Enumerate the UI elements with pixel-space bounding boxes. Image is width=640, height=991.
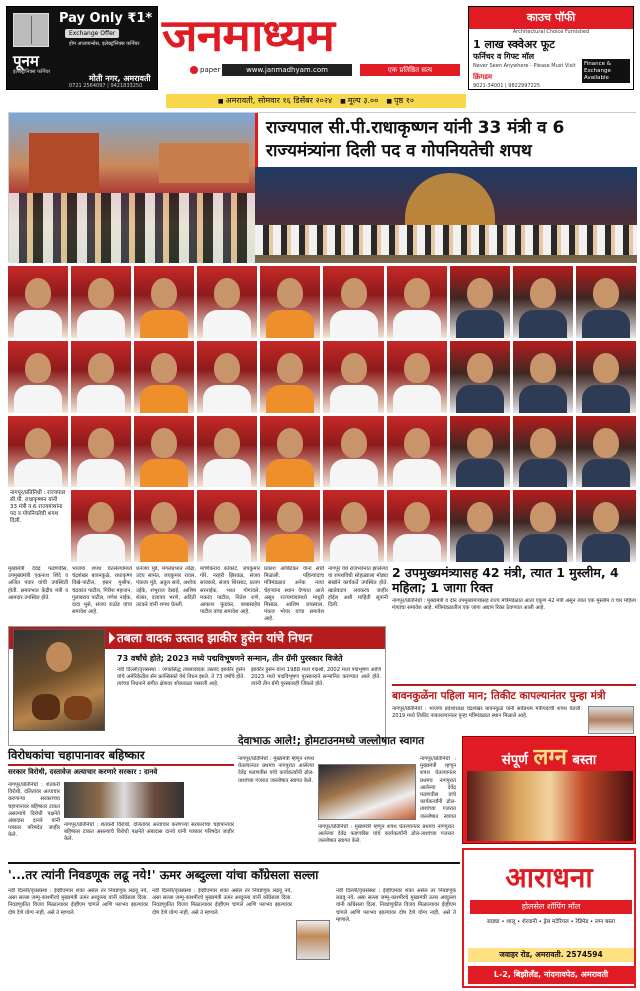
- minister-photo: [134, 490, 194, 562]
- lead-headline[interactable]: राज्यपाल सी.पी.राधाकृष्णन यांनी 33 मंत्री व 6 राज्यमंत्र्यांना दिली पद व गोपनियतेची शपथ: [255, 113, 637, 167]
- minister-photo: [387, 416, 447, 488]
- minister-photo: [450, 266, 510, 338]
- ad-middle-text: होम अप्लायन्सेस, इलेक्ट्रॉनिक्स फर्निचर: [69, 41, 140, 47]
- devabhau-body-cont: नागपूर/प्रतिनिधी : मुख्यमंत्री म्हणून शपथ घेतल्यानंतर प्रथमच नागपुरात आलेल्या देवेंद्र फडणवीस यांचे कार्यकर्त्यांनी ढोल-ताशांच्या गजरात जल्लोषात स्वागत केले.: [318, 824, 454, 845]
- bawankule-photo: [588, 706, 634, 734]
- website-link[interactable]: www.janmadhyam.com: [222, 64, 352, 76]
- ministers-count-headline[interactable]: 2 उपमुख्यमंत्र्यासह 42 मंत्री, त्यात 1 मुस्लीम, 4 महिला; 1 जागा रिक्त: [392, 565, 619, 595]
- ministers-count-body: नागपूर/प्रतिनिधी : मुख्यमंत्री व दोन उपमुख्यमंत्र्यांसह राज्य मंत्रिमंडळात आता एकूण 42 मंत्री असून त्यात एक मुस्लीम व चार महिला मंत्र्यांचा समावेश आहे. मंत्रिमंडळातील एक जागा अद्याप रिक्त ठेवण्यात आली आहे.: [392, 598, 636, 612]
- minister-photo: [8, 266, 68, 338]
- minister-photo: [134, 416, 194, 488]
- minister-photo: [450, 490, 510, 562]
- omar-abdullah-headline[interactable]: '...तर त्यांनी निवडणूक लढू नये!' ऊमर अब्दुल्ला यांचा काँग्रेसला सल्ला: [8, 862, 460, 884]
- ad-right-shop: क्रिंगडम: [473, 73, 493, 81]
- story-column-4: माणिकराव कोकाटे, जयकुमार गोरे, नरहरी झिरवळ, संजय सावकारे, संजय शिरसाट, प्रताप सरनाईक, भरत गोगावले, मकरंद पाटील, नितेश राणे, आकाश फुंडकर, बाबासाहेब पाटील यांचा समावेश आहे.: [200, 566, 260, 616]
- ad-exchange: Exchange Offer: [65, 29, 119, 38]
- tagline: एक प्रतिष्ठित सत्य: [360, 64, 460, 76]
- minister-photo: [71, 341, 131, 413]
- ad-couch-potato[interactable]: [468, 6, 634, 90]
- omar-body-2: नवी दिल्ली/वृत्तसंस्था : ईव्हीएमवर शंका असेल तर निवडणूक लढवू नये, असा सल्ला जम्मू-काश्मीरचे मुख्यमंत्री ऊमर अब्दुल्ला यांनी काँग्रेसला दिला. निवडणुकीत विजय मिळाल्यावर ईव्हीएम चांगले आणि पराभव झाल्यावर दोष देणे योग्य नाही, असे ते म्हणाले.: [152, 888, 292, 916]
- minister-photo: [450, 416, 510, 488]
- minister-photo: [71, 416, 131, 488]
- ad-brand-sub: इलेक्ट्रॉनिक्स फर्निचर: [13, 69, 51, 75]
- minister-photo: [260, 266, 320, 338]
- aradhana-address: जवाहर रोड, अमरावती. 2574594: [468, 948, 634, 962]
- hussain-photo: [13, 629, 105, 731]
- minister-photo: [576, 416, 636, 488]
- ad-right-title: काउच पॉफी: [469, 7, 633, 29]
- boycott-body-cont: नागपूर/प्रतिनिधी : शेतकरी विरोधी, दलितांवर अत्याचार करणाऱ्या सरकारच्या चहापानावर बहिष्कार टाकत असल्याचे विरोधी पक्षनेते अंबादास दानवे यांनी पत्रकार परिषदेत जाहीर केले.: [64, 822, 234, 843]
- ad-aradhana[interactable]: [462, 848, 636, 988]
- minister-photo: [197, 490, 257, 562]
- minister-photo: [260, 416, 320, 488]
- boycott-subhead: सरकार विरोधी, दस्तावेज अत्याचार करणारे सरकार : दानवे: [8, 768, 158, 776]
- minister-photo: [197, 266, 257, 338]
- lagna-photo: [467, 771, 633, 841]
- minister-photo: [513, 266, 573, 338]
- dateline-date: ■ अमरावती, सोमवार १६ डिसेंबर २०२४: [218, 94, 332, 108]
- devabhau-body-side: नागपूर/प्रतिनिधी : मुख्यमंत्री म्हणून शपथ घेतल्यानंतर प्रथमच नागपुरात आलेल्या देवेंद्र फडणवीस यांचे कार्यकर्त्यांनी ढोल-ताशांच्या गजरात जल्लोषात स्वागत: [420, 756, 456, 820]
- lead-story[interactable]: [8, 112, 636, 262]
- lagna-title: [463, 741, 635, 771]
- bawankule-headline[interactable]: बावनकुळेंना पहिला मान; तिकीट कापल्यानंतर पुन्हा मंत्री: [392, 684, 636, 704]
- minister-photo: [323, 416, 383, 488]
- minister-photo: [197, 416, 257, 488]
- lagna-prefix: संपूर्ण: [501, 752, 528, 768]
- hussain-headline[interactable]: तबला वादक उस्ताद झाकीर हुसेन यांचे निधन: [9, 627, 385, 649]
- omar-body-3: नवी दिल्ली/वृत्तसंस्था : ईव्हीएमवर शंका असेल तर निवडणूक लढवू नये, असा सल्ला जम्मू-काश्मीरचे मुख्यमंत्री ऊमर अब्दुल्ला यांनी काँग्रेसला दिला. निवडणुकीत विजय मिळाल्यावर ईव्हीएम चांगले आणि पराभव झाल्यावर दोष देणे योग्य नाही, असे ते म्हणाले.: [336, 888, 456, 923]
- epaper-label[interactable]: [190, 66, 220, 74]
- story-column-2: भाजपा शपथ घेतलेल्यांमध्ये चंद्रशेखर बावनकुळे, राधाकृष्ण विखे-पाटील, हसन मुश्रीफ, चंद्रकांत पाटील, गिरीश महाजन, गुलाबराव पाटील, गणेश नाईक, दादा भुसे, संजय राठोड यांचा समावेश आहे.: [72, 566, 132, 616]
- aradhana-l2: L-2, बिझीलँड, नांदगावपेठ, अमरावती: [468, 966, 634, 984]
- dateline-price: ■ मूल्य ३.००: [340, 94, 378, 108]
- devabhau-body: नागपूर/प्रतिनिधी : मुख्यमंत्री म्हणून शपथ घेतल्यानंतर प्रथमच नागपुरात आलेल्या देवेंद्र फडणवीस यांचे कार्यकर्त्यांनी ढोल-ताशांच्या गजरात जल्लोषात स्वागत केले.: [238, 756, 314, 784]
- minister-photo: [387, 341, 447, 413]
- minister-photo: [387, 266, 447, 338]
- ad-phone: 0721 2564097 | 9421833250: [69, 83, 143, 89]
- tabla-icon: [32, 694, 60, 720]
- ad-right-subtitle: Architectural Choice Furnished: [512, 29, 590, 35]
- minister-photo: [323, 341, 383, 413]
- minister-photo: [323, 490, 383, 562]
- minister-photo: [8, 416, 68, 488]
- minister-photo: [323, 266, 383, 338]
- story-column-6: नागपूर येथे राजभवनात झालेल्या या शपथविधी सोहळ्याला मोठ्या संख्येने कार्यकर्ते उपस्थित होते. खातेवाटप लवकरच जाहीर होईल अशी माहिती सूत्रांनी दिली.: [328, 566, 388, 609]
- grid-caption: नागपूर/प्रतिनिधी : राज्यपाल सी.पी. राधाकृष्णन यांनी 33 मंत्री व 6 राज्यमंत्र्यांना पद व गोपनियतेची शपथ दिली.: [8, 488, 68, 562]
- dateline: [166, 94, 466, 108]
- aradhana-sub: होलसेल शॉपिंग मॉल: [470, 900, 632, 914]
- ad-right-furniture: फर्निचर व गिफ्ट मॉल: [473, 52, 535, 61]
- boycott-headline[interactable]: विरोधकांचा चहापानावर बहिष्कार: [8, 748, 234, 766]
- epaper-text: paper: [200, 66, 221, 74]
- ad-right-area: 1 लाख स्क्वेअर फूट: [473, 38, 555, 51]
- minister-photo: [450, 341, 510, 413]
- boycott-body: नागपूर/प्रतिनिधी : शेतकरी विरोधी, दलितांवर अत्याचार करणाऱ्या सरकारच्या चहापानावर बहिष्कार टाकत असल्याचे विरोधी पक्षनेते अंबादास दानवे यांनी पत्रकार परिषदेत जाहीर केले.: [8, 782, 60, 839]
- aradhana-items: साड्या • शालू • शेरवानी • ड्रेस मटेरियल • रेडिमेड • लग्न बस्ता: [487, 919, 615, 925]
- minister-photo: [134, 341, 194, 413]
- minister-photo: [513, 490, 573, 562]
- lagna-suffix: बस्ता: [572, 752, 597, 768]
- newspaper-logo: जनमाध्यम: [162, 10, 334, 62]
- minister-photo: [260, 490, 320, 562]
- boycott-photo: [64, 782, 184, 818]
- minister-photo: [576, 490, 636, 562]
- story-column-1: मुख्यमंत्री देवेंद्र फडणवीस, उपमुख्यमंत्री एकनाथ शिंदे व अजित पवार यांची उपस्थिती होती. समारंभात केंद्रीय मंत्री व आमदार उपस्थित होते.: [8, 566, 68, 601]
- lead-photo-stage: [255, 167, 637, 263]
- ad-offer: Pay Only ₹1*: [59, 11, 153, 26]
- minister-photo: [71, 266, 131, 338]
- hussain-body-1: नवी दिल्ली/वृत्तसंस्था : जगप्रसिद्ध तबलावादक उस्ताद झाकीर हुसेन यांचे अमेरिकेतील सॅन फ्रान्सिस्को येथे निधन झाले. ते 73 वर्षांचे होते. त्यांच्या निधनाने संगीत क्षेत्रावर शोककळा पसरली आहे.: [117, 667, 245, 688]
- refrigerator-icon: [13, 13, 49, 47]
- lagna-word: लग्न: [533, 744, 567, 770]
- minister-photo: [260, 341, 320, 413]
- devabhau-headline[interactable]: देवाभाऊ आले!; होमटाउनमध्ये जल्लोषात स्वागत: [238, 735, 425, 747]
- omar-photo: [296, 920, 330, 960]
- omar-body-1: नवी दिल्ली/वृत्तसंस्था : ईव्हीएमवर शंका असेल तर निवडणूक लढवू नये, असा सल्ला जम्मू-काश्मीरचे मुख्यमंत्री ऊमर अब्दुल्ला यांनी काँग्रेसला दिला. निवडणुकीत विजय मिळाल्यावर ईव्हीएम चांगले आणि पराभव झाल्यावर दोष देणे योग्य नाही, असे ते म्हणाले.: [8, 888, 148, 916]
- ad-right-phone: 9021-34001 | 9822997225: [473, 83, 541, 89]
- minister-photo: [513, 416, 573, 488]
- ad-lagna-basta[interactable]: [462, 736, 636, 844]
- epaper-icon: [190, 66, 198, 74]
- devabhau-photo: [318, 764, 416, 820]
- minister-photo: [576, 341, 636, 413]
- ad-brand: पूनम: [13, 52, 39, 70]
- minister-photo-grid: [8, 266, 636, 562]
- ad-right-nearby: Never Seen Anywhere - Please Must Visit: [473, 63, 576, 69]
- story-column-3: धनंजय मुंडे, मंगलप्रभात लोढा, उदय सामंत, जयकुमार रावल, पंकजा मुंडे, अतुल सावे, अशोक उईके, शंभूराज देसाई, आशिष शेलार, दत्तात्रय भरणे, अदिती तटकरे यांनी शपथ घेतली.: [136, 566, 196, 609]
- minister-photo: [134, 266, 194, 338]
- aradhana-name: आराधना: [505, 861, 593, 894]
- minister-photo: [387, 490, 447, 562]
- hussain-body-2: झाकीर हुसेन यांना 1988 मध्ये पद्मश्री, 2002 मध्ये पद्मभूषण आणि 2023 मध्ये पद्मविभूषण पुरस्काराने सन्मानित करण्यात आले होते. त्यांनी तीन ग्रॅमी पुरस्कारही जिंकले होते.: [251, 667, 381, 688]
- ad-poonam[interactable]: [6, 6, 158, 90]
- story-column-5: प्रकाश आबिटकर यांना संधी मिळाली. पहिल्यांदाच मंत्रिमंडळात अनेक नव्या चेहऱ्यांना स्थान देण्यात आले असून राज्यमंत्र्यांमध्ये माधुरी मिसाळ, आशिष जयस्वाल, पंकज भोयर यांचा समावेश आहे.: [264, 566, 324, 622]
- hussain-kicker: 73 वर्षांचे होते; 2023 मध्ये पद्मविभूषणने सन्मान, तीन ग्रॅमी पुरस्कार विजेते: [117, 654, 343, 663]
- minister-photo: [71, 490, 131, 562]
- minister-photo: [8, 341, 68, 413]
- ad-address: मोती नगर, अमरावती: [89, 74, 151, 83]
- zakir-hussain-story[interactable]: [8, 626, 386, 746]
- dateline-pages: ■ पृष्ठ १०: [386, 94, 414, 108]
- minister-photo: [197, 341, 257, 413]
- lead-photo-rajbhavan: [9, 113, 255, 263]
- bawankule-body: नागपूर/प्रतिनिधी : भाजपा प्रदेशाध्यक्ष चंद्रशेखर बावनकुळे यांनी सर्वप्रथम मंत्रीपदाची शपथ घेतली. 2019 मध्ये तिकीट नाकारल्यानंतर पुन्हा मंत्रिमंडळात स्थान मिळाले आहे.: [392, 706, 582, 720]
- minister-photo: [513, 341, 573, 413]
- ad-right-finance: Finance & Exchange Available: [582, 59, 630, 83]
- minister-photo: [576, 266, 636, 338]
